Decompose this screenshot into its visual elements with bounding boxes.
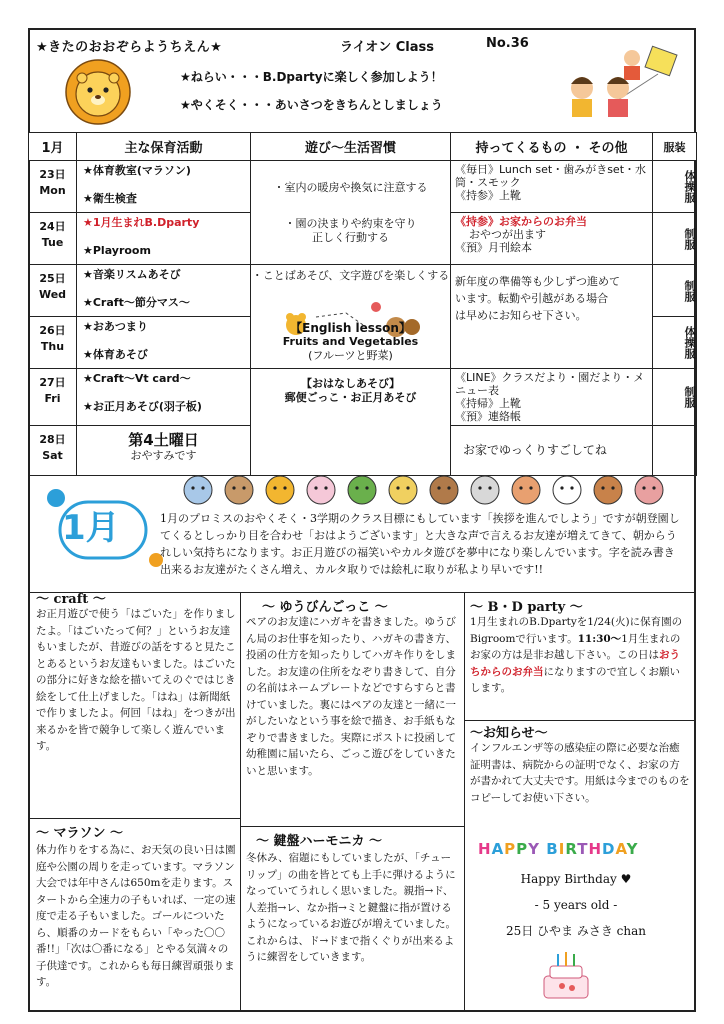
birthday-child-name: 25日 ひやま みさき chan <box>505 924 647 938</box>
lion-icon <box>60 56 136 126</box>
activity-item: ★Craft～節分マス～ <box>83 296 190 309</box>
note-line: 新年度の準備等も少しずつ進めて <box>455 275 620 288</box>
animal-eye <box>488 486 491 489</box>
day-cell-26 <box>29 317 77 369</box>
activity-item: ★体育教室(マラソン) <box>83 164 191 177</box>
sheep-icon <box>471 476 499 504</box>
animal-eye <box>642 486 645 489</box>
activity-item: ★1月生まれB.Dparty <box>83 216 200 229</box>
weekly-schedule-table <box>28 132 697 476</box>
banner-letter: D <box>602 840 616 858</box>
activity-item: ★衛生検査 <box>83 192 137 205</box>
day-date: 23日 <box>39 168 66 181</box>
animal-eye <box>355 486 358 489</box>
animal-eye <box>529 486 532 489</box>
day-cell-27 <box>29 369 77 426</box>
banner-letter: P <box>504 840 517 858</box>
clothes-cell-28 <box>653 426 697 476</box>
animal-eye <box>324 486 327 489</box>
birthday-banner <box>478 840 639 858</box>
bring-cell-27 <box>451 369 653 426</box>
day-of-week: Thu <box>40 340 65 353</box>
activity-cell-26 <box>77 317 251 369</box>
day-of-week: Sat <box>42 449 63 462</box>
intro-text: 1月のプロミスのおやくそく・3学期のクラス目標にもしています「挨拶を進んでしよう」ですが朝登園してくるとしっかり目を合わせ「おはようございます」と大きな声で言えるお友達が増えてきて、朝からうれしい気持ちになります。お正月遊びの福笑いやカルタ遊びを夢中になり楽しんでいます。字を読み書き出来るお友達がたくさん増え、カルタ取りでは絵札に取りが私より早いです!! <box>160 512 680 576</box>
animal-eye <box>242 486 245 489</box>
craft-title: ～ craft ～ <box>36 592 106 607</box>
english-lesson-title: 【English lesson】 <box>290 321 411 335</box>
banner-letter: Y <box>528 840 541 858</box>
bring-item: 《LINE》クラスだより・園だより・メニュー表 <box>455 371 645 397</box>
animal-eye <box>601 486 604 489</box>
day-cell-24 <box>29 213 77 265</box>
bd-party-body <box>470 614 690 697</box>
activity-item: ★お正月あそび(羽子板) <box>83 400 202 413</box>
day-cell-28 <box>29 426 77 476</box>
banner-letter: Y <box>626 840 639 858</box>
dog-icon <box>594 476 622 504</box>
bring-item: 《持参》上靴 <box>455 189 521 202</box>
bd-party-text: になりますので宜しくお願いします。 <box>470 665 680 694</box>
animal-eye <box>447 486 450 489</box>
birthday-line: - 5 years old - <box>534 898 618 912</box>
activities-header: 主な保育活動 <box>77 133 251 161</box>
animal-eye <box>478 486 481 489</box>
horse-icon <box>430 476 458 504</box>
zodiac-animals-row <box>178 472 678 508</box>
activity-cell-25 <box>77 265 251 317</box>
birthday-banner-text <box>478 840 639 858</box>
banner-letter: A <box>491 840 505 858</box>
day-date: 25日 <box>39 272 66 285</box>
animal-eye <box>406 486 409 489</box>
tiger-icon <box>266 476 294 504</box>
banner-letter: I <box>558 840 566 858</box>
bring-header: 持ってくるもの ・ その他 <box>451 133 653 161</box>
clothes-cell-27: 制服 <box>653 369 697 426</box>
bd-party-lunch: おうちからのお弁当 <box>470 649 680 678</box>
banner-letter: H <box>478 840 492 858</box>
clothes-header: 服装 <box>653 133 697 161</box>
kids-kite-illustration <box>548 44 684 122</box>
day-date: 24日 <box>39 220 66 233</box>
banner-letter: T <box>577 840 589 858</box>
postal-play-body: ペアのお友達にハガキを書きました。ゆうびん局のお仕事を知ったり、ハガキの書き方、投函の仕方を知ったりしてハガキ作りをしました。お友達の住所をなぞり書きして、自分の名前はネームプレートなどですらすらと書けていました。裏にはペアの友達と一緒に一がしたいなという事を絵で描き、お手紙もなぞりで書きました。実際にポストに投函して幼稚園に届いたら、ごっこ遊びをしていきたいと思います。 <box>246 616 456 777</box>
animal-eye <box>232 486 235 489</box>
bring-item: 《預》連絡帳 <box>455 410 521 423</box>
activity-cell-24 <box>77 213 251 265</box>
animal-eye <box>201 486 204 489</box>
birthday-cake-icon <box>536 946 596 1006</box>
bd-party-time: 11:30～ <box>577 632 622 645</box>
marathon-body: 体力作りをする為に、お天気の良い日は園庭や公園の周りを走っています。マラソン大会では年中さんは650mを走ります。スタートから全速力の子もいれば、一定の速度で走る子もいました。ゴールについたら、順番のカードをもらい「やった〇〇番!!」「次は〇番になる」とやる気満々の子供達です。これからも毎日練習頑張ります。 <box>36 844 236 988</box>
marathon-title: ～ マラソン ～ <box>36 826 124 841</box>
english-lesson-topic: Fruits and Vegetables <box>282 335 419 348</box>
play-cell-top <box>251 161 451 265</box>
school-title: ★きたのおおぞらようちえん★ <box>36 40 223 55</box>
bring-item: 《持帰》上靴 <box>455 397 521 410</box>
story-play-detail: 郵便ごっこ・お正月あそび <box>284 391 417 404</box>
snake-icon <box>389 476 417 504</box>
activity-item: ★Craft～Vt card～ <box>83 372 191 385</box>
bring-item: 《持参》お家からのお弁当 <box>455 215 587 228</box>
english-lesson-subtitle: (フルーツと野菜) <box>308 349 393 362</box>
bring-cell-24 <box>451 213 653 265</box>
clothes-cell-24: 制服 <box>653 213 697 265</box>
animal-eye <box>652 486 655 489</box>
mouse-icon <box>184 476 212 504</box>
activity-item: ★おあつまり <box>83 320 148 333</box>
bring-cell-25-26 <box>451 265 653 369</box>
activity-item: ★体育あそび <box>83 348 148 361</box>
dragon-icon <box>348 476 376 504</box>
animal-eye <box>396 486 399 489</box>
animal-eye <box>437 486 440 489</box>
promise-text: ★やくそく・・・あいさつをきちんとしましょう <box>180 98 443 112</box>
animal-eye <box>611 486 614 489</box>
banner-letter: P <box>516 840 529 858</box>
saturday-message: お家でゆっくりすごしてね <box>463 443 607 457</box>
activity-cell-23 <box>77 161 251 213</box>
day-of-week: Mon <box>39 184 66 197</box>
saturday-title: 第4土曜日 <box>128 431 199 449</box>
activity-cell-27 <box>77 369 251 426</box>
bring-cell-28 <box>451 426 653 476</box>
animal-eye <box>191 486 194 489</box>
clothes-cell-26: 体操服 <box>653 317 697 369</box>
play-item: 正しく行動する <box>312 231 389 244</box>
day-cell-23 <box>29 161 77 213</box>
postal-play-title: ～ ゆうびんごっこ ～ <box>262 600 388 615</box>
birthday-message <box>476 866 676 944</box>
play-cell-bottom <box>251 321 451 476</box>
bring-cell-23 <box>451 161 653 213</box>
banner-letter: H <box>588 840 602 858</box>
harmonica-title: ～ 鍵盤ハーモニカ ～ <box>256 834 383 849</box>
day-of-week: Fri <box>44 392 61 405</box>
class-name: ライオン Class <box>340 40 434 55</box>
animal-eye <box>283 486 286 489</box>
play-item: ・園の決まりや約束を守り <box>284 217 417 230</box>
animal-eye <box>570 486 573 489</box>
play-item: ・ことばあそび、文字遊びを楽しくする <box>251 269 450 282</box>
animal-eye <box>560 486 563 489</box>
ox-icon <box>225 476 253 504</box>
bd-party-text: 1月生まれのB.Dpartyを1/24(火)に保育園のBigroomで行います。 <box>470 616 683 645</box>
clothes-cell-23: 体操服 <box>653 161 697 213</box>
play-item: ・室内の暖房や換気に注意する <box>273 181 428 194</box>
note-line: は早めにお知らせ下さい。 <box>455 309 587 322</box>
animal-eye <box>365 486 368 489</box>
issue-number: No.36 <box>486 36 529 51</box>
play-header: 遊び～生活習慣 <box>251 133 451 161</box>
banner-letter: A <box>615 840 627 858</box>
day-date: 26日 <box>39 324 66 337</box>
bring-item: 《毎日》Lunch set・歯みがきset・水筒・スモック <box>455 163 647 189</box>
animal-eye <box>314 486 317 489</box>
bd-party-text: 1月生まれのお家の方は是非お越し下さい。この日は <box>470 632 681 661</box>
bring-item: 《預》月刊絵本 <box>455 241 532 254</box>
month-header: 1月 <box>29 133 77 161</box>
clothes-cell-25: 制服 <box>653 265 697 317</box>
activity-cell-28 <box>77 426 251 476</box>
saturday-note: おやすみです <box>130 449 197 462</box>
month-badge-label: 1月 <box>62 508 120 548</box>
rabbit-icon <box>307 476 335 504</box>
day-date: 28日 <box>39 433 66 446</box>
bd-party-title: ～ B・D party ～ <box>470 600 583 615</box>
boar-icon <box>635 476 663 504</box>
note-line: います。転勤や引越がある場合 <box>455 292 609 305</box>
activity-item: ★音楽リスムあそび <box>83 268 181 281</box>
craft-body: お正月遊びで使う「はごいた」を作りましたよ。「はごいたって何？」というお友達もいましたが、昔遊びの話をすると見たことあるというお友達もいました。はごいたの部分に好きな絵を描いてえのぐではじき絵をして仕上げました。「はね」は新聞紙で作りましたよ。何回「はね」をつきが出来るかを皆で競争して楽しく遊んでいます。 <box>36 608 236 752</box>
story-play-title: 【おはなしあそび】 <box>301 377 400 390</box>
day-date: 27日 <box>39 376 66 389</box>
day-of-week: Tue <box>41 236 64 249</box>
notice-title: ～お知らせ～ <box>470 726 548 741</box>
monkey-icon <box>512 476 540 504</box>
rooster-icon <box>553 476 581 504</box>
bring-item: おやつが出ます <box>469 228 546 241</box>
aim-text: ★ねらい・・・B.Dpartyに楽しく参加しよう！ <box>180 70 443 84</box>
banner-letter: R <box>565 840 578 858</box>
activity-item: ★Playroom <box>83 244 151 257</box>
animal-eye <box>273 486 276 489</box>
day-cell-25 <box>29 265 77 317</box>
banner-letter: B <box>546 840 559 858</box>
animal-eye <box>519 486 522 489</box>
harmonica-body: 冬休み、宿題にもしていましたが、「チューリップ」の曲を皆とても上手に弾けるようになっていてうれしく思いました。親指→ド、人差指→レ、なか指→ミと鍵盤に指が置けるようになっているお遊びが増えていました。これからは、ド→ドまで指くぐりが出来るように練習をしていきます。 <box>246 852 456 963</box>
birthday-line: Happy Birthday ♥ <box>520 872 632 886</box>
day-of-week: Wed <box>38 288 67 301</box>
notice-body: インフルエンザ等の感染症の際に必要な治癒証明書は、病院からの証明でなく、お家の方が書かれて大丈夫です。用紙は今までのものをコピーしてお使い下さい。 <box>470 742 690 804</box>
